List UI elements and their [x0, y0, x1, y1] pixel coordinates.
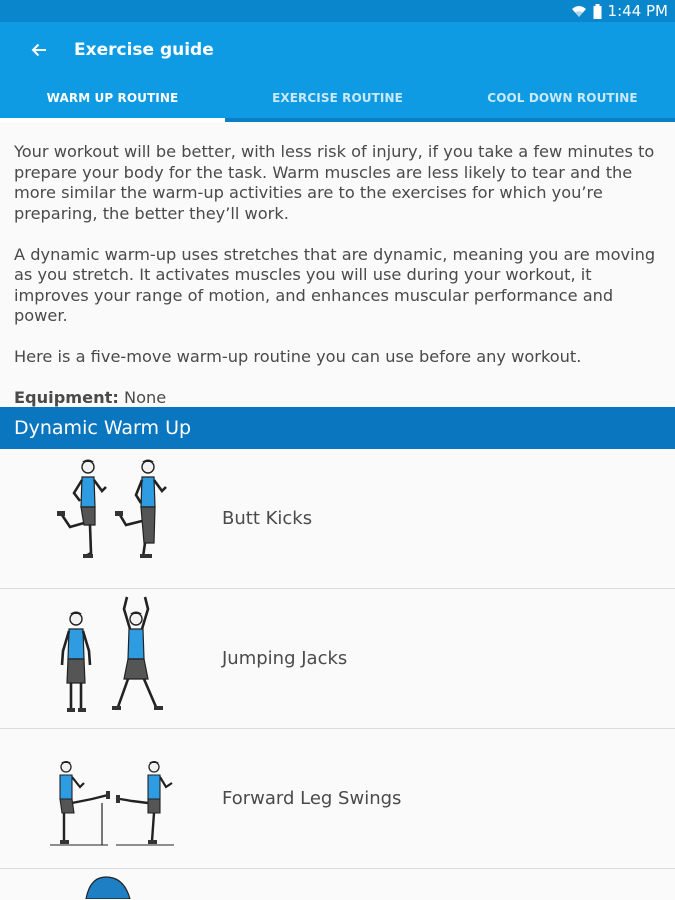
- equipment-value: None: [118, 388, 167, 407]
- equipment-label: Equipment:: [14, 388, 119, 407]
- intro-content: [0, 122, 675, 409]
- back-button[interactable]: [19, 30, 59, 70]
- tab-bar: [0, 78, 675, 122]
- intro-paragraph-3: Here is a five-move warm-up routine you can use before any workout.: [14, 347, 582, 366]
- status-time: 1:44 PM: [607, 2, 668, 20]
- forward-leg-swings-illustration: [48, 733, 178, 865]
- tab-warm-up-routine[interactable]: WARM UP ROUTINE: [0, 78, 225, 118]
- exercise-name: Butt Kicks: [222, 508, 313, 529]
- section-title: Dynamic Warm Up: [14, 417, 192, 439]
- page-title: Exercise guide: [74, 40, 214, 60]
- exercise-name: Forward Leg Swings: [222, 788, 402, 809]
- partial-exercise-illustration: [84, 875, 134, 899]
- exercise-item-jumping-jacks[interactable]: [0, 589, 675, 729]
- wifi-icon: [571, 4, 587, 18]
- status-bar: [0, 0, 675, 22]
- exercise-item-forward-leg-swings[interactable]: [0, 729, 675, 869]
- jumping-jacks-illustration: [48, 593, 178, 725]
- battery-icon: [593, 4, 602, 19]
- exercise-name: Jumping Jacks: [222, 648, 348, 669]
- exercise-list: [0, 449, 675, 899]
- intro-paragraph-2: A dynamic warm-up uses stretches that are dynamic, meaning you are moving as you stretch. It activates muscles you will use during your workout, it improves your range of motion, and enhances muscular performance and power.: [14, 244, 656, 325]
- butt-kicks-illustration: [48, 453, 178, 585]
- intro-paragraph-1: Your workout will be better, with less risk of injury, if you take a few minutes to prepare your body for the task. Warm muscles are less likely to tear and the more similar the warm-up activities are to the exercises for which you’re preparing, the better they’ll work.: [14, 142, 655, 223]
- section-header: [0, 407, 675, 449]
- tab-exercise-routine[interactable]: EXERCISE ROUTINE: [272, 91, 403, 105]
- app-bar: [0, 22, 675, 78]
- exercise-item-butt-kicks[interactable]: [0, 449, 675, 589]
- equipment-line: [14, 388, 661, 409]
- tab-cool-down-routine[interactable]: COOL DOWN ROUTINE: [487, 91, 638, 105]
- exercise-item-partial[interactable]: [0, 869, 675, 899]
- arrow-back-icon: [31, 42, 47, 58]
